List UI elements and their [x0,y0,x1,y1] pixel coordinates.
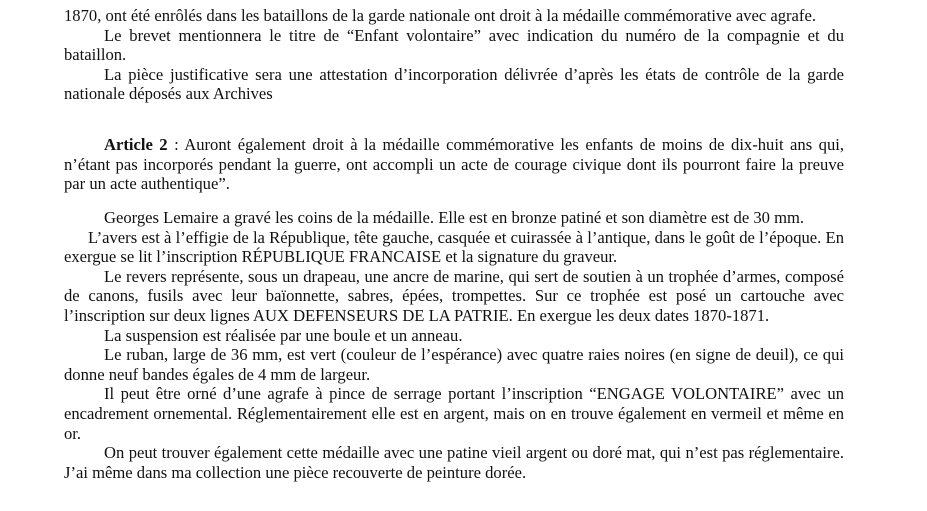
paragraph-6: Le revers représente, sous un drapeau, une ancre de marine, qui sert de soutien à un trophée d’armes, composé de canons, fusils avec leur baïonnette, sabres, épées, trompettes. Sur ce trophée est posé un cartouche avec l’inscription sur deux lignes AUX DEFENSEURS DE LA PATRIE. En exergue les deux dates 1870-1871. [64,266,844,325]
text-block-2 [64,208,844,482]
paragraph-3: La pièce justificative sera une attestation d’incorporation délivrée d’après les états de contrôle de la garde nationale déposés aux Archives [64,64,844,104]
paragraph-10: On peut trouver également cette médaille avec une patine vieil argent ou doré mat, qui n’est pas réglementaire. J’ai même dans ma collection une pièce recouverte de peinture dorée. [64,443,844,482]
paragraph-7: La suspension est réalisée par une boule et un anneau. [104,325,463,345]
article-text: : Auront également droit à la médaille commémorative les enfants de moins de dix-huit ans qui, n’étant pas incorporés pendant la guerre, ont accompli un acte de courage civique dont ils pourront faire la preuve par un acte authentique”. [64,135,844,194]
paragraph-5: L’avers est à l’effigie de la République, tête gauche, casquée et cuirassée à l’antique, dans le goût de l’époque. En exergue se lit l’inscription RÉPUBLIQUE FRANCAISE et la signature du graveur. [64,227,844,267]
paragraph-4: Georges Lemaire a gravé les coins de la médaille. Elle est en bronze patiné et son diamètre est de 30 mm. [104,208,805,227]
paragraph-8: Le ruban, large de 36 mm, est vert (couleur de l’espérance) avec quatre raies noires (en signe de deuil), ce qui donne neuf bandes égales de 4 mm de largeur. [64,345,844,384]
article-2-paragraph [64,135,844,194]
paragraph-2: Le brevet mentionnera le titre de “Enfant volontaire” avec indication du numéro de la compagnie et du bataillon. [64,25,844,65]
paragraph-1: 1870, ont été enrôlés dans les bataillons de la garde nationale ont droit à la médaille commémorative avec agrafe. [64,6,816,25]
text-block-1 [64,6,844,104]
paragraph-9: Il peut être orné d’une agrafe à pince de serrage portant l’inscription “ENGAGE VOLONTAIRE” avec un encadrement ornemental. Réglementairement elle est en argent, mais on en trouve également en vermeil et même en or. [64,384,844,443]
article-label: Article 2 [104,135,168,154]
